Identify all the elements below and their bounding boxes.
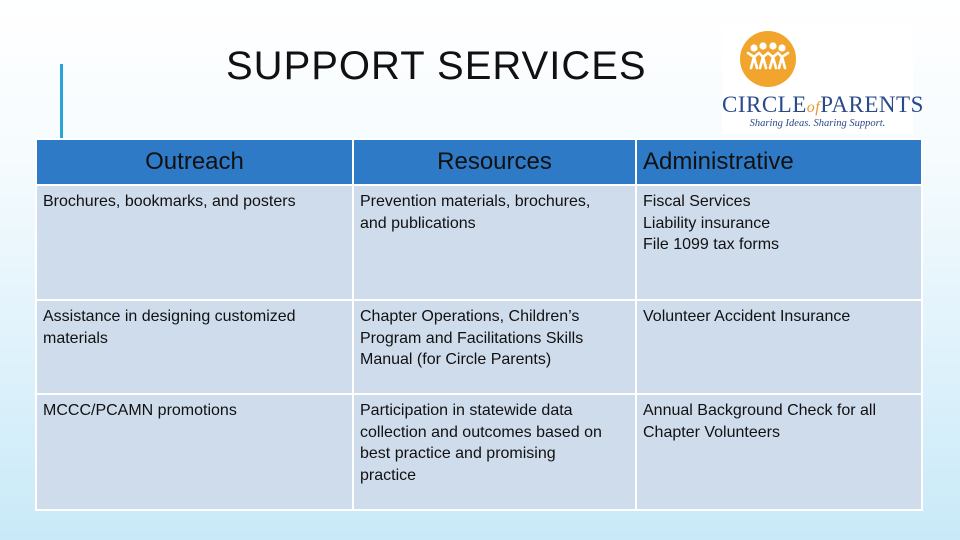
cell-text: collection and outcomes based on bbox=[360, 423, 602, 441]
support-services-table bbox=[35, 138, 923, 511]
administrative-cell bbox=[636, 394, 922, 510]
cell-text: materials bbox=[43, 329, 108, 347]
logo-word-parents: PARENTS bbox=[820, 92, 924, 117]
cell-text: Fiscal Services bbox=[643, 193, 751, 210]
resources-cell bbox=[353, 394, 636, 510]
resources-cell bbox=[353, 185, 636, 300]
logo-word-circle: CIRCLE bbox=[722, 92, 807, 117]
people-circle-icon bbox=[722, 26, 913, 96]
resources-cell bbox=[353, 300, 636, 394]
table-row bbox=[36, 394, 922, 510]
table-row bbox=[36, 300, 922, 394]
cell-text: best practice and promising bbox=[360, 445, 556, 462]
cell-text: File 1099 tax forms bbox=[643, 236, 780, 253]
table-row bbox=[36, 185, 922, 300]
cell-text: Assistance in designing customized bbox=[43, 308, 296, 325]
slide-title: SUPPORT SERVICES bbox=[226, 44, 647, 88]
cell-text: Chapter Operations, Children’s bbox=[360, 308, 580, 325]
header-administrative: Administrative bbox=[636, 139, 922, 185]
cell-text: practice bbox=[360, 466, 417, 484]
cell-text: Liability insurance bbox=[643, 214, 771, 232]
logo-word-of: of bbox=[806, 99, 821, 116]
logo-wordmark bbox=[722, 92, 924, 121]
cell-text: and publications bbox=[360, 214, 476, 232]
cell-text: MCCC/PCAMN promotions bbox=[43, 402, 237, 419]
header-resources: Resources bbox=[353, 139, 636, 185]
cell-text: Program and Facilitations Skills bbox=[360, 329, 584, 347]
outreach-cell bbox=[36, 300, 353, 394]
administrative-cell bbox=[636, 185, 922, 300]
outreach-cell bbox=[36, 394, 353, 510]
table-header-row bbox=[36, 139, 922, 185]
header-outreach: Outreach bbox=[36, 139, 353, 185]
cell-text: Brochures, bookmarks, and posters bbox=[43, 193, 296, 210]
cell-text: Chapter Volunteers bbox=[643, 423, 780, 441]
accent-bar bbox=[60, 64, 63, 140]
cell-text: Volunteer Accident Insurance bbox=[643, 308, 851, 325]
cell-text: Manual (for Circle Parents) bbox=[360, 351, 552, 368]
logo-tagline: Sharing Ideas. Sharing Support. bbox=[749, 118, 886, 129]
administrative-cell bbox=[636, 300, 922, 394]
cell-text: Annual Background Check for all bbox=[643, 402, 877, 419]
cell-text: Participation in statewide data bbox=[360, 402, 573, 419]
cell-text: Prevention materials, brochures, bbox=[360, 193, 591, 210]
outreach-cell bbox=[36, 185, 353, 300]
circle-of-parents-logo bbox=[722, 26, 924, 134]
